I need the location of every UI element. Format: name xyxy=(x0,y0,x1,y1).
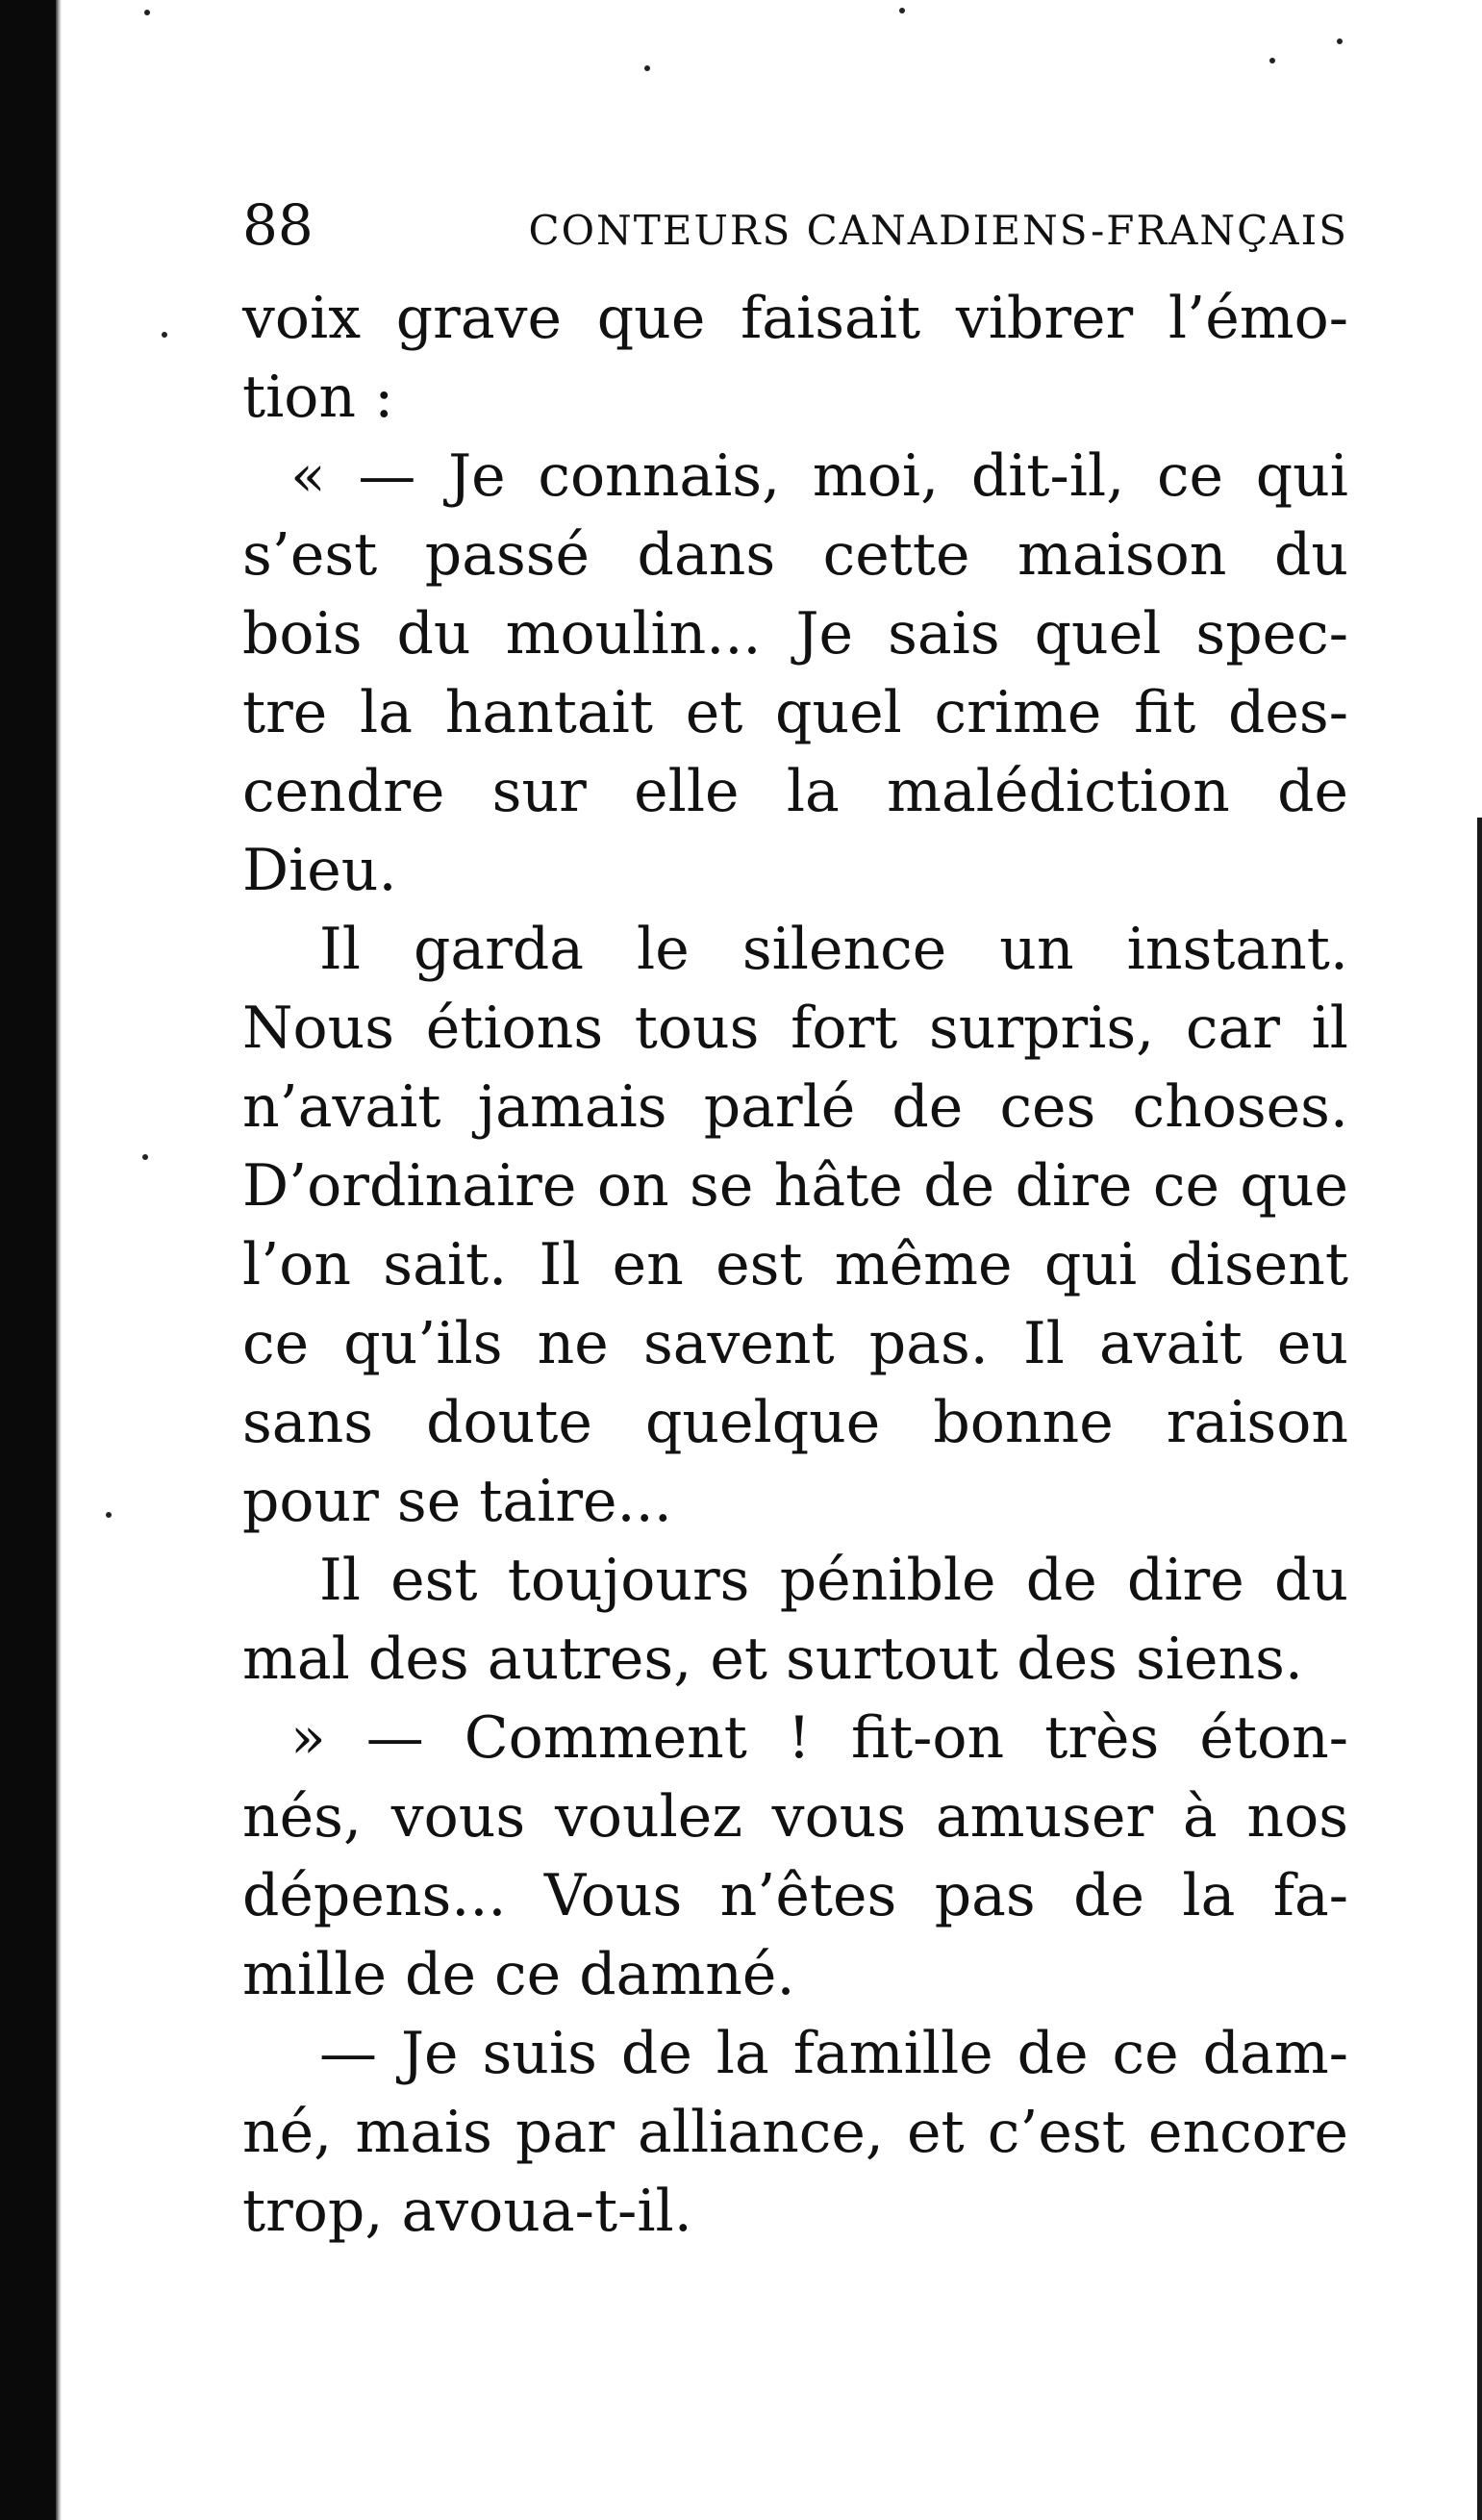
text-line: né, mais par alliance, et c’est encore xyxy=(242,2099,1348,2166)
text-line: mille de ce damné. xyxy=(242,1941,795,2008)
scan-speck xyxy=(644,65,650,71)
text-line: dépens... Vous n’êtes pas de la fa- xyxy=(242,1862,1348,1929)
text-line: » — Comment ! fit-on très éton- xyxy=(290,1704,1348,1772)
text-line: l’on sait. Il en est même qui disent xyxy=(242,1231,1348,1298)
text-line: tre la hantait et quel crime fit des- xyxy=(242,679,1348,746)
scan-speck xyxy=(1269,58,1275,63)
scan-speck xyxy=(162,332,167,338)
scan-speck xyxy=(144,10,150,15)
book-binding-shadow xyxy=(0,0,56,2520)
text-line: Dieu. xyxy=(242,837,397,904)
text-line: nés, vous voulez vous amuser à nos xyxy=(242,1783,1348,1851)
text-line: Il garda le silence un instant. xyxy=(319,916,1348,983)
text-line: Nous étions tous fort surpris, car il xyxy=(242,995,1348,1062)
page-number: 88 xyxy=(242,192,314,258)
scan-speck xyxy=(106,1512,112,1518)
text-line: ce qu’ils ne savent pas. Il avait eu xyxy=(242,1310,1348,1377)
page-header xyxy=(242,192,1348,269)
text-line: — Je suis de la famille de ce dam- xyxy=(319,2020,1348,2087)
page-right-edge xyxy=(1477,818,1482,2520)
text-line: tion : xyxy=(242,364,394,431)
text-line: D’ordinaire on se hâte de dire ce que xyxy=(242,1152,1348,1220)
page-content xyxy=(242,192,1348,2251)
text-line: bois du moulin... Je sais quel spec- xyxy=(242,600,1348,668)
text-line: mal des autres, et surtout des siens. xyxy=(242,1625,1303,1693)
text-line: trop, avoua-t-il. xyxy=(242,2178,692,2245)
text-line: pour se taire... xyxy=(242,1468,672,1535)
text-line: s’est passé dans cette maison du xyxy=(242,521,1348,589)
text-line: n’avait jamais parlé de ces choses. xyxy=(242,1073,1348,1141)
binding-gradient-edge xyxy=(56,0,62,2520)
scan-speck xyxy=(899,8,905,13)
text-line: cendre sur elle la malédiction de xyxy=(242,758,1348,825)
running-head: CONTEURS CANADIENS-FRANÇAIS xyxy=(528,207,1348,254)
scan-speck xyxy=(1337,38,1343,44)
text-line: « — Je connais, moi, dit-il, ce qui xyxy=(290,442,1348,510)
text-line: Il est toujours pénible de dire du xyxy=(319,1547,1348,1614)
text-line: sans doute quelque bonne raison xyxy=(242,1389,1348,1456)
scan-speck xyxy=(142,1154,148,1160)
body-text xyxy=(242,279,1348,2251)
text-line: voix grave que faisait vibrer l’émo- xyxy=(242,285,1348,352)
